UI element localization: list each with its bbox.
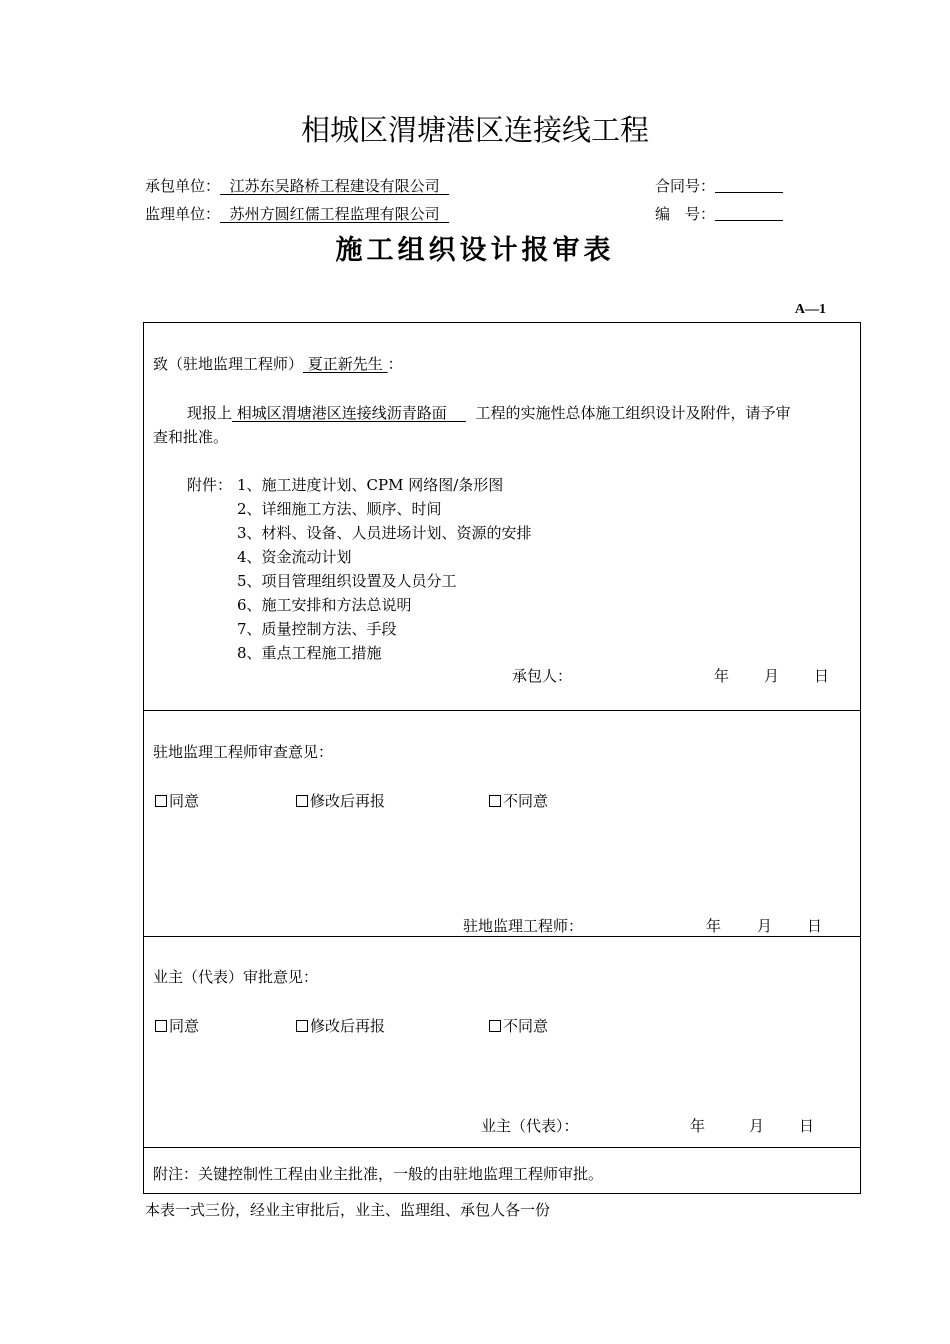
attachment-item: 3、材料、设备、人员进场计划、资源的安排 bbox=[237, 524, 532, 542]
checkbox-icon[interactable] bbox=[296, 1020, 308, 1032]
contractor-value: 江苏东吴路桥工程建设有限公司 bbox=[229, 177, 440, 195]
addressee-prefix: 致（驻地监理工程师） bbox=[153, 355, 304, 373]
attachment-item: 5、项目管理组织设置及人员分工 bbox=[237, 572, 457, 590]
contractor-signer-label: 承包人： bbox=[512, 667, 573, 685]
contractor-row bbox=[145, 175, 449, 196]
option-revise[interactable]: 修改后再报 bbox=[296, 1015, 385, 1036]
attachment-item: 8、重点工程施工措施 bbox=[237, 644, 382, 662]
date-day: 日 bbox=[807, 917, 823, 935]
divider-3 bbox=[143, 1147, 861, 1148]
owner-signer-label: 业主（代表）： bbox=[481, 1117, 579, 1135]
date-year: 年 bbox=[714, 667, 730, 685]
form-code: A—1 bbox=[794, 302, 826, 317]
submission-project: 相城区渭塘港区连接线沥青路面 bbox=[236, 404, 447, 422]
attachments-label: 附件： bbox=[187, 476, 233, 494]
owner-approval-heading: 业主（代表）审批意见： bbox=[153, 968, 319, 986]
contractor-label: 承包单位： bbox=[145, 177, 221, 195]
supervisor-review-heading: 驻地监理工程师审查意见： bbox=[153, 743, 334, 761]
checkbox-icon[interactable] bbox=[489, 1020, 501, 1032]
option-disagree[interactable]: 不同意 bbox=[489, 790, 548, 811]
addressee-suffix: ： bbox=[387, 355, 403, 373]
divider-1 bbox=[143, 710, 861, 711]
attachment-item: 7、质量控制方法、手段 bbox=[237, 620, 397, 638]
submission-line-1 bbox=[187, 402, 790, 423]
attachment-item: 4、资金流动计划 bbox=[237, 548, 352, 566]
supervisor-row bbox=[145, 203, 449, 224]
checkbox-icon[interactable] bbox=[155, 1020, 167, 1032]
date-month: 月 bbox=[764, 667, 780, 685]
addressee-name: 夏正新先生 bbox=[307, 355, 383, 373]
option-disagree[interactable]: 不同意 bbox=[489, 1015, 548, 1036]
supervisor-signer-label: 驻地监理工程师： bbox=[463, 917, 584, 935]
serial-no-row bbox=[655, 203, 783, 224]
project-title: 相城区渭塘港区连接线工程 bbox=[300, 113, 649, 147]
attachment-item: 6、施工安排和方法总说明 bbox=[237, 596, 412, 614]
checkbox-icon[interactable] bbox=[489, 795, 501, 807]
table-note: 附注：关键控制性工程由业主批准，一般的由驻地监理工程师审批。 bbox=[153, 1165, 604, 1183]
date-month: 月 bbox=[749, 1117, 765, 1135]
submission-prefix: 现报上 bbox=[187, 404, 233, 422]
divider-2 bbox=[143, 936, 861, 937]
checkbox-icon[interactable] bbox=[296, 795, 308, 807]
option-agree[interactable]: 同意 bbox=[155, 1015, 199, 1036]
contract-no-blank bbox=[715, 178, 783, 193]
date-year: 年 bbox=[706, 917, 722, 935]
supervisor-label: 监理单位： bbox=[145, 205, 221, 223]
serial-no-label: 编 号： bbox=[655, 205, 716, 223]
attachment-item: 1、施工进度计划、CPM 网络图/条形图 bbox=[237, 476, 504, 494]
submission-line-2: 查和批准。 bbox=[153, 428, 229, 446]
attachment-item: 2、详细施工方法、顺序、时间 bbox=[237, 500, 442, 518]
supervisor-value: 苏州方圆红儒工程监理有限公司 bbox=[229, 205, 440, 223]
option-revise[interactable]: 修改后再报 bbox=[296, 790, 385, 811]
date-year: 年 bbox=[690, 1117, 706, 1135]
contract-no-row bbox=[655, 175, 783, 196]
form-title: 施工组织设计报审表 bbox=[335, 235, 615, 266]
addressee-line bbox=[153, 353, 403, 374]
footer-note: 本表一式三份，经业主审批后，业主、监理组、承包人各一份 bbox=[145, 1201, 551, 1219]
contract-no-label: 合同号： bbox=[655, 177, 716, 195]
date-day: 日 bbox=[799, 1117, 815, 1135]
submission-text: 工程的实施性总体施工组织设计及附件，请予审 bbox=[475, 404, 791, 422]
option-agree[interactable]: 同意 bbox=[155, 790, 199, 811]
serial-no-blank bbox=[715, 206, 783, 221]
checkbox-icon[interactable] bbox=[155, 795, 167, 807]
date-day: 日 bbox=[814, 667, 830, 685]
date-month: 月 bbox=[757, 917, 773, 935]
